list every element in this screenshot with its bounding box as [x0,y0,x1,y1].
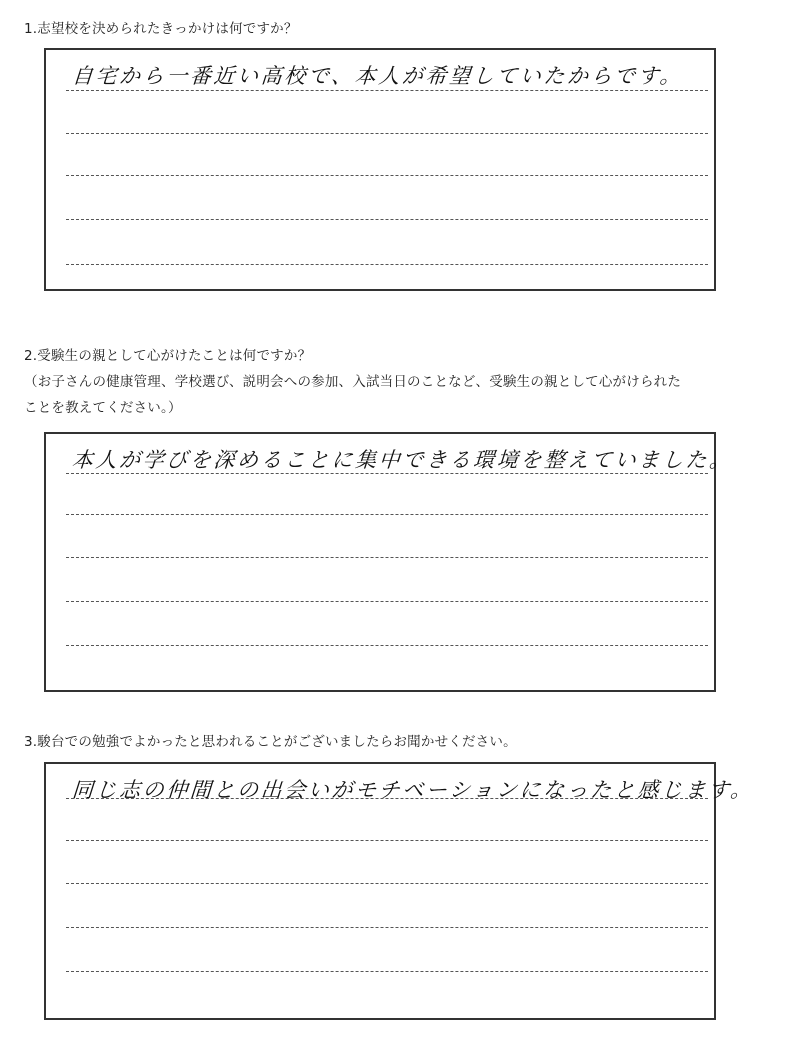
answer-box-3 [44,762,755,1020]
question-3-line-1: 3.駿台での勉強でよかったと思われることがございましたらお聞かせください。 [24,734,517,750]
answer-3-rule [66,840,708,841]
answer-2-handwriting: 本人が学びを深めることに集中できる環境を整えていました。 [71,448,734,472]
answer-1-rule [66,90,708,91]
answer-3-rule [66,798,708,799]
question-2-line-2: （お子さんの健康管理、学校選び、説明会への参加、入試当日のことなど、受験生の親として心がけられた [24,374,682,390]
question-1-label [24,16,298,42]
answer-1-rule [66,264,708,265]
question-2-line-1: 2.受験生の親として心がけたことは何ですか？ [24,348,312,364]
answer-2-rule [66,514,708,515]
question-1-line-1: 1.志望校を決められたきっかけは何ですか？ [24,21,298,37]
answer-1-rule [66,219,708,220]
answer-1-handwriting: 自宅から一番近い高校で、本人が希望していたからです。 [71,64,685,88]
question-3-label [24,729,517,755]
answer-box-1 [44,48,716,291]
answer-3-rule [66,883,708,884]
answer-3-rule [66,971,708,972]
answer-1-rule [66,175,708,176]
answer-box-2 [44,432,734,692]
question-2-label [24,343,681,421]
answer-2-rule [66,473,708,474]
answer-2-rule [66,645,708,646]
answer-2-rule [66,601,708,602]
answer-3-rule [66,927,708,928]
answer-2-rule [66,557,708,558]
answer-3-handwriting: 同じ志の仲間との出会いがモチベーションになったと感じます。 [71,778,755,802]
question-2-line-3: ことを教えてください。） [24,400,182,416]
answer-1-rule [66,133,708,134]
